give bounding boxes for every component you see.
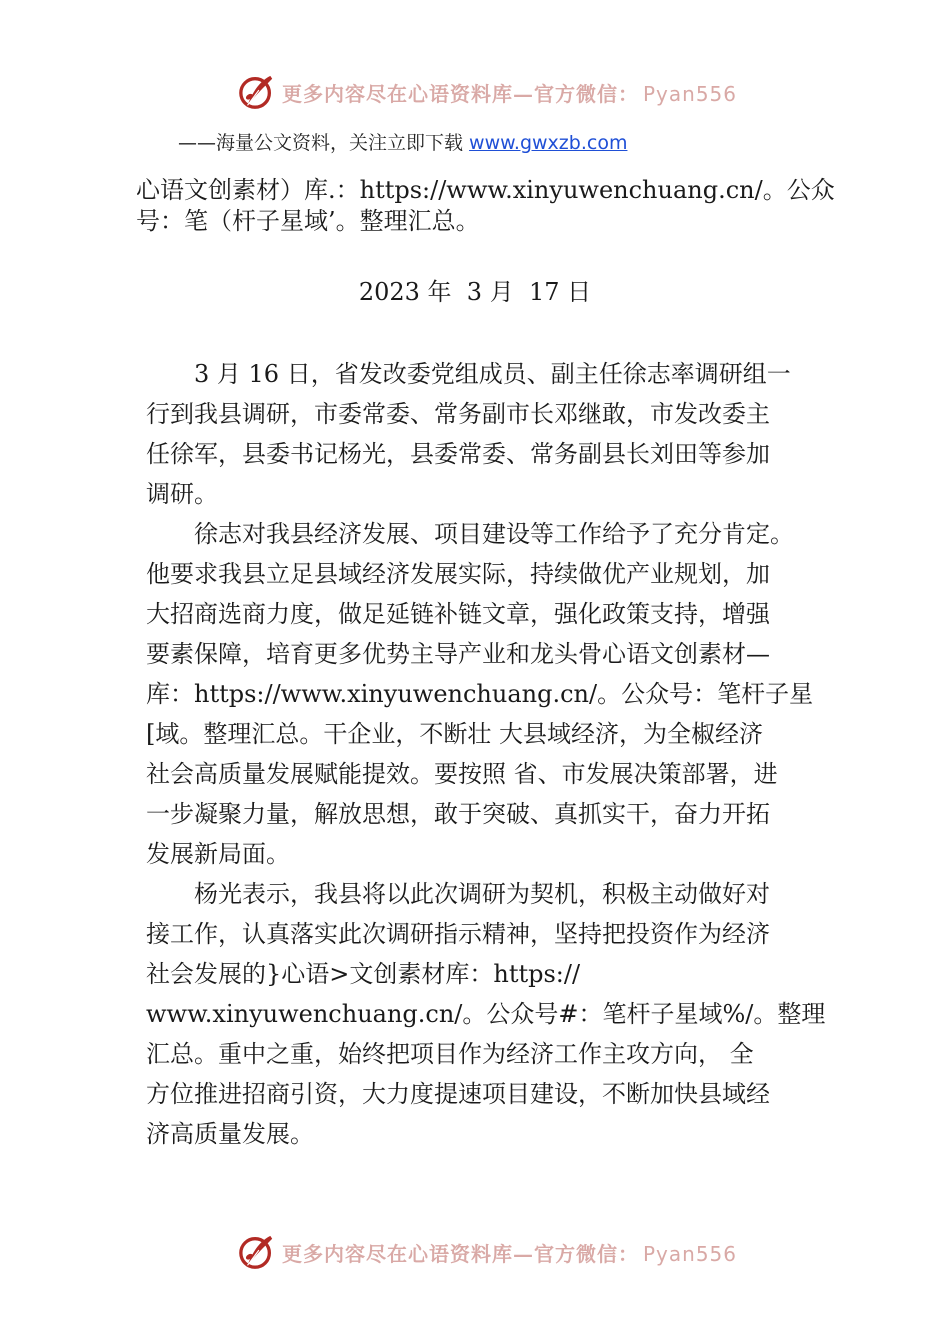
banner-wechat-id: Pyan556	[643, 81, 738, 106]
subtitle-prefix: ——海量公文资料，关注立即下载	[178, 132, 470, 154]
paragraph-2-line: 要素保障，培育更多优势主导产业和龙头骨心语文创素材—	[146, 640, 770, 668]
paragraph-3-line: 接工作，认真落实此次调研指示精神，坚持把投资作为经济	[146, 920, 770, 948]
quill-logo-icon	[238, 73, 276, 111]
download-link[interactable]: www.gwxzb.com	[469, 132, 628, 154]
paragraph-2-line: 发展新局面。	[146, 840, 290, 868]
paragraph-3-line: 方位推进招商引资，大力度提速项目建设，不断加快县域经	[146, 1080, 770, 1108]
paragraph-3-line: www.xinyuwenchuang.cn/。公众号#：笔杆子星域%/。整理	[146, 1000, 826, 1028]
intro-line: 号：笔（杆子星域’。整理汇总。	[136, 207, 480, 235]
paragraph-1-line: 任徐军，县委书记杨光，县委常委、常务副县长刘田等参加	[146, 440, 770, 468]
quill-logo-icon	[238, 1233, 276, 1271]
paragraph-2-line: 一步凝聚力量，解放思想，敢于突破、真抓实干，奋力开拓	[146, 800, 770, 828]
paragraph-3-line: 杨光表示，我县将以此次调研为契机，积极主动做好对	[194, 880, 770, 908]
subtitle-line	[178, 128, 627, 155]
paragraph-1-line: 行到我县调研，市委常委、常务副市长邓继敢，市发改委主	[146, 400, 770, 428]
paragraph-2-line: 他要求我县立足县域经济发展实际，持续做优产业规划，加	[146, 560, 770, 588]
banner-slogan: 更多内容尽在心语资料库—官方微信：	[282, 81, 639, 106]
paragraph-3-line: 汇总。重中之重，始终把项目作为经济工作主攻方向， 全	[146, 1040, 754, 1068]
banner-slogan: 更多内容尽在心语资料库—官方微信：	[282, 1241, 639, 1266]
intro-line: 心语文创素材）库.：https://www.xinyuwenchuang.cn/。公众	[136, 176, 835, 204]
paragraph-2-line: 库：https://www.xinyuwenchuang.cn/。公众号：笔杆子星	[146, 680, 814, 708]
header-banner	[0, 70, 950, 114]
banner-text	[282, 78, 737, 107]
paragraph-2-line: 徐志对我县经济发展、项目建设等工作给予了充分肯定。	[194, 520, 794, 548]
banner-wechat-id: Pyan556	[643, 1241, 738, 1266]
paragraph-1-line: 调研。	[146, 480, 218, 508]
paragraph-3-line: 济高质量发展。	[146, 1120, 314, 1148]
document-date: 2023 年 3 月 17 日	[358, 278, 592, 306]
paragraph-2-line: 社会高质量发展赋能提效。要按照 省、市发展决策部署，进	[146, 760, 778, 788]
banner-text	[282, 1238, 737, 1267]
footer-banner	[0, 1230, 950, 1274]
paragraph-3-line: 社会发展的}心语>文创素材库：https://	[146, 960, 581, 988]
paragraph-2-line: 大招商选商力度，做足延链补链文章，强化政策支持，增强	[146, 600, 770, 628]
paragraph-1-line: 3 月 16 日，省发改委党组成员、副主任徐志率调研组一	[194, 360, 791, 388]
paragraph-2-line: [域。整理汇总。干企业，不断壮 大县域经济，为全椒经济	[146, 720, 763, 748]
